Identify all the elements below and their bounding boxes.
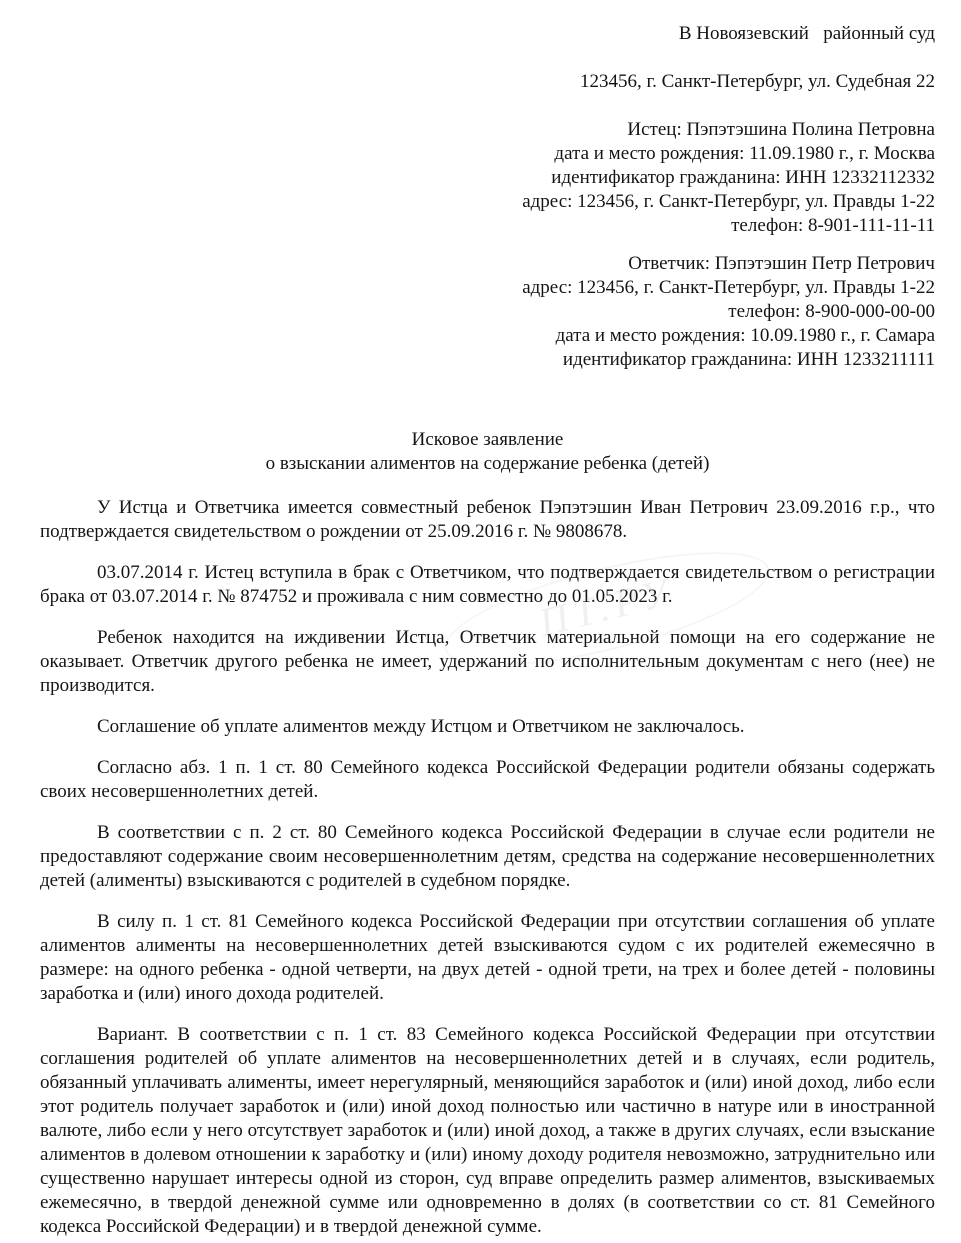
- defendant-address-line: адрес: 123456, г. Санкт-Петербург, ул. Правды 1-22: [522, 277, 935, 298]
- paragraph-dependency-info: Ребенок находится на иждивении Истца, Ответчик материальной помощи на его содержание не оказывает. Ответчик другого ребенка не имеет, удержаний по исполнительным документам с него (нее) не производится.: [40, 627, 935, 696]
- paragraph-child-info: У Истца и Ответчика имеется совместный ребенок Пэпэтэшин Иван Петрович 23.09.2016 г.р., что подтверждается свидетельством о рождении от 25.09.2016 г. № 9808678.: [40, 497, 935, 542]
- defendant-phone-line: телефон: 8-900-000-00-00: [728, 301, 935, 322]
- defendant-block: [40, 252, 935, 372]
- court-address: 123456, г. Санкт-Петербург, ул. Судебная 22: [579, 71, 935, 92]
- paragraph-law-art80-p2: В соответствии с п. 2 ст. 80 Семейного кодекса Российской Федерации в случае если родители не предоставляют содержание своим несовершеннолетним детям, средства на содержание несовершеннолетних детей (алименты) взыскиваются с родителей в судебном порядке.: [40, 822, 935, 891]
- defendant-name-line: Ответчик: Пэпэтэшин Петр Петрович: [628, 253, 935, 274]
- court-name: В Новоязевский районный суд: [678, 23, 935, 44]
- plaintiff-id-line: идентификатор гражданина: ИНН 12332112332: [551, 167, 935, 188]
- paragraph-law-art81: В силу п. 1 ст. 81 Семейного кодекса Российской Федерации при отсутствии соглашения об уплате алиментов алименты на несовершеннолетних детей взыскиваются судом с их родителей ежемесячно в размере: на одного ребенка - одной четверти, на двух детей - одной трети, на трех и более детей - половины заработка и (или) иного дохода родителей.: [40, 911, 935, 1004]
- court-header: [0, 0, 961, 372]
- paragraph-law-art80-p1: Согласно абз. 1 п. 1 ст. 80 Семейного кодекса Российской Федерации родители обязаны содержать своих несовершеннолетних детей.: [40, 757, 935, 802]
- document-title: [0, 428, 961, 476]
- document-title-line2: о взыскании алиментов на содержание ребенка (детей): [265, 453, 710, 474]
- plaintiff-birth-line: дата и место рождения: 11.09.1980 г., г. Москва: [554, 143, 935, 164]
- paragraph-no-agreement: Соглашение об уплате алиментов между Истцом и Ответчиком не заключалось.: [97, 716, 745, 737]
- document-body: [0, 496, 961, 1239]
- defendant-birth-line: дата и место рождения: 10.09.1980 г., г. Самара: [555, 325, 935, 346]
- paragraph-law-art83-variant: Вариант. В соответствии с п. 1 ст. 83 Семейного кодекса Российской Федерации при отсутствии соглашения родителей об уплате алиментов на несовершеннолетних детей и в случаях, если родитель, обязанный уплачивать алименты, имеет нерегулярный, меняющийся заработок и (или) иной доход, либо если этот родитель получает заработок и (или) иной доход полностью или частично в натуре или в иностранной валюте, либо если у него отсутствует заработок и (или) иной доход, а также в других случаях, если взыскание алиментов в долевом отношении к заработку и (или) иному доходу родителя невозможно, затруднительно или существенно нарушает интересы одной из сторон, суд вправе определить размер алиментов, взыскиваемых ежемесячно, в твердой денежной сумме или одновременно в долях (в соответствии со ст. 81 Семейного кодекса Российской Федерации) и в твердой денежной сумме.: [40, 1024, 935, 1237]
- plaintiff-phone-line: телефон: 8-901-111-11-11: [731, 215, 935, 236]
- site-watermark: ПТ.РУ: [435, 529, 779, 689]
- document-title-line1: Исковое заявление: [411, 429, 564, 450]
- defendant-id-line: идентификатор гражданина: ИНН 1233211111: [562, 349, 935, 370]
- paragraph-marriage-info: 03.07.2014 г. Истец вступила в брак с Ответчиком, что подтверждается свидетельством о регистрации брака от 03.07.2014 г. № 874752 и проживала с ним совместно до 01.05.2023 г.: [40, 562, 935, 607]
- plaintiff-address-line: адрес: 123456, г. Санкт-Петербург, ул. Правды 1-22: [522, 191, 935, 212]
- plaintiff-block: [40, 118, 935, 238]
- plaintiff-name-line: Истец: Пэпэтэшина Полина Петровна: [627, 119, 935, 140]
